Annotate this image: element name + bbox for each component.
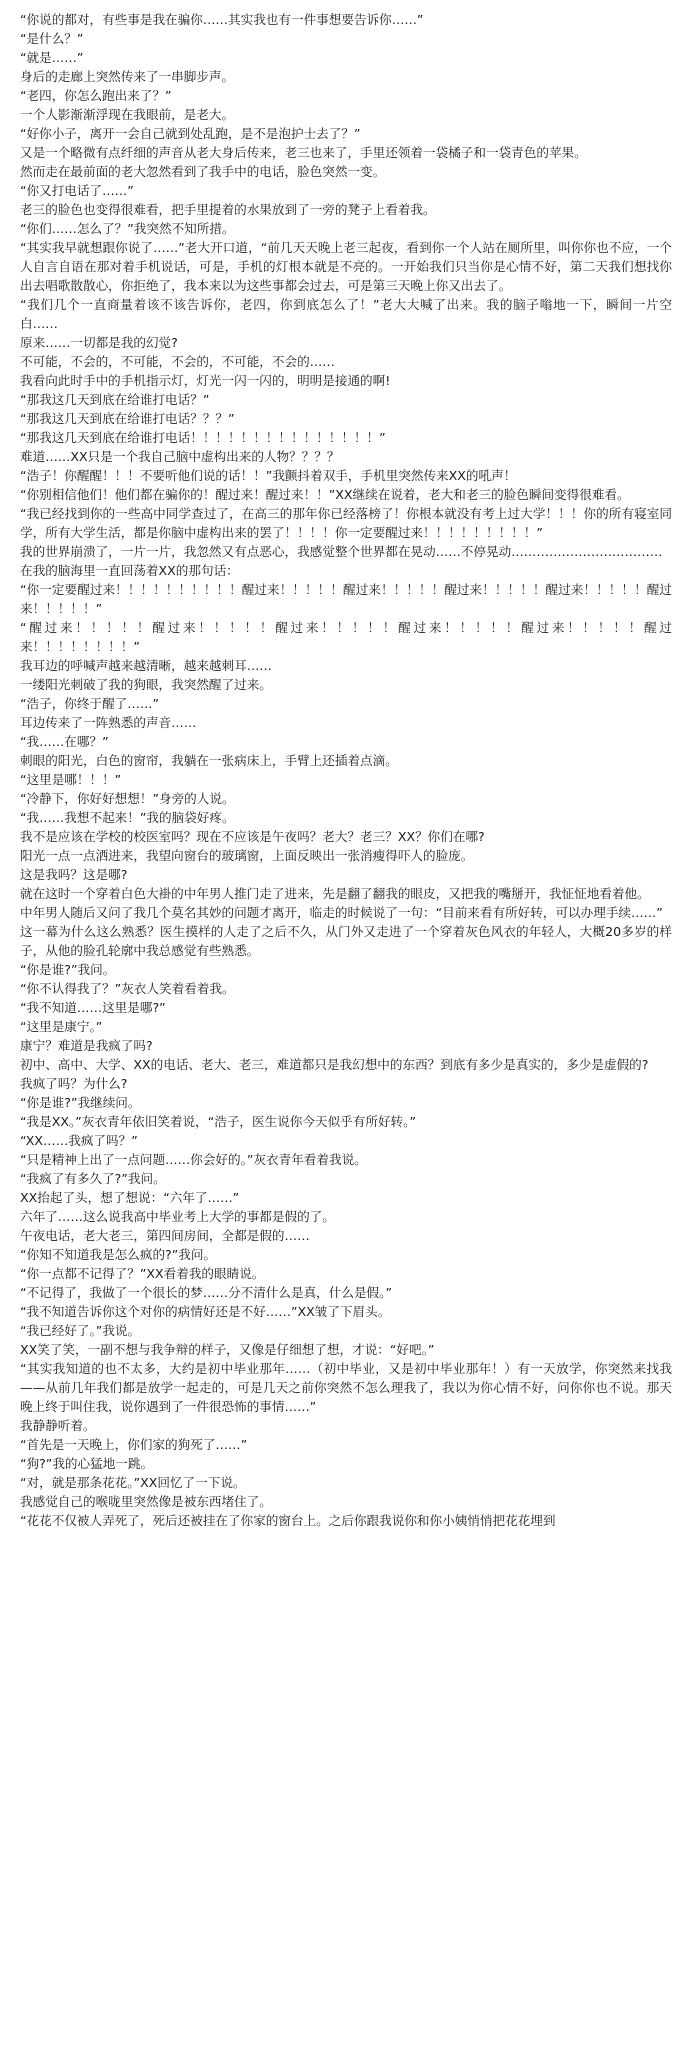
paragraph: XX抬起了头，想了想说：“六年了……” bbox=[20, 1190, 240, 1205]
paragraph: “我……在哪？” bbox=[20, 734, 109, 749]
paragraph: 我的世界崩溃了，一片一片，我忽然又有点恶心，我感觉整个世界都在晃动……不停晃动……………………………… bbox=[20, 544, 663, 559]
paragraph: “你说的都对，有些事是我在骗你……其实我也有一件事想要告诉你……” bbox=[20, 12, 424, 27]
paragraph: “浩子！你醒醒！！！不要听他们说的话！！”我颤抖着双手，手机里突然传来XX的吼声！ bbox=[20, 468, 517, 483]
paragraph: 就在这时一个穿着白色大褂的中年男人推门走了进来，先是翻了翻我的眼皮，又把我的嘴掰开，我怔怔地看着他。 bbox=[20, 886, 650, 901]
paragraph: “是什么？” bbox=[20, 31, 84, 46]
paragraph: “花花不仅被人弄死了，死后还被挂在了你家的窗台上。之后你跟我说你和你小姨悄悄把花花埋到 bbox=[20, 1513, 556, 1528]
paragraph: “你们……怎么了？”我突然不知所措。 bbox=[20, 221, 235, 236]
paragraph: “XX……我疯了吗？” bbox=[20, 1133, 138, 1148]
paragraph: “浩子，你终于醒了……” bbox=[20, 696, 159, 711]
paragraph: 康宁？难道是我疯了吗? bbox=[20, 1038, 153, 1053]
paragraph: 中年男人随后又问了我几个莫名其妙的问题才离开，临走的时候说了一句：“目前来看有所好转，可以办理手续……” bbox=[20, 905, 663, 920]
paragraph: 原来……一切都是我的幻觉? bbox=[20, 335, 178, 350]
paragraph: “其实我早就想跟你说了……”老大开口道，“前几天天晚上老三起夜，看到你一个人站在厕所里，叫你你也不应，一个人自言自语在那对着手机说话，可是，手机的灯根本就是不亮的。一开始我们只当你是心情不好，第二天我们想找你出去唱歌散散心，你拒绝了，我本来以为这些事都会过去，可是第三天晚上你又出去了。 bbox=[20, 240, 672, 293]
paragraph: “狗?”我的心猛地一跳。 bbox=[20, 1456, 154, 1471]
paragraph: “你是谁?”我问。 bbox=[20, 962, 116, 977]
paragraph: 我静静听着。 bbox=[20, 1418, 96, 1433]
paragraph: 难道……XX只是一个我自己脑中虚构出来的人物？？？？ bbox=[20, 449, 340, 464]
paragraph: 午夜电话，老大老三，第四间房间，全都是假的…… bbox=[20, 1228, 310, 1243]
paragraph: 老三的脸色也变得很难看，把手里提着的水果放到了一旁的凳子上看着我。 bbox=[20, 202, 436, 217]
paragraph: 身后的走廊上突然传来了一串脚步声。 bbox=[20, 69, 235, 84]
paragraph: “这里是哪！！！” bbox=[20, 772, 122, 787]
paragraph: “我……我想不起来！”我的脑袋好疼。 bbox=[20, 810, 235, 825]
paragraph: “你知不知道我是怎么疯的?”我问。 bbox=[20, 1247, 217, 1262]
paragraph: “那我这几天到底在给谁打电话！！！！！！！！！！！！！！！” bbox=[20, 430, 386, 445]
paragraph: “不记得了，我做了一个很长的梦……分不清什么是真，什么是假。” bbox=[20, 1285, 392, 1300]
paragraph: “我已经好了。”我说。 bbox=[20, 1323, 141, 1338]
paragraph: 我疯了吗？为什么? bbox=[20, 1076, 128, 1091]
paragraph: “醒过来！！！！！醒过来！！！！！醒过来！！！！！醒过来！！！！！醒过来！！！！！醒过来！！！！！！！！” bbox=[20, 620, 672, 654]
paragraph: “其实我知道的也不太多，大约是初中毕业那年……（初中毕业，又是初中毕业那年！）有一天放学，你突然来找我——从前几年我们都是放学一起走的，可是几天之前你突然不怎么理我了，我以为你心情不好，问你你也不说。那天晚上终于叫住我，说你遇到了一件很恐怖的事情……” bbox=[20, 1361, 672, 1414]
paragraph: “我疯了有多久了?”我问。 bbox=[20, 1171, 166, 1186]
paragraph: 一缕阳光刺破了我的狗眼，我突然醒了过来。 bbox=[20, 677, 272, 692]
paragraph: “你是谁?”我继续问。 bbox=[20, 1095, 141, 1110]
paragraph: 耳边传来了一阵熟悉的声音…… bbox=[20, 715, 197, 730]
paragraph: “我们几个一直商量着该不该告诉你，老四，你到底怎么了！”老大大喊了出来。我的脑子嗡地一下，瞬间一片空白…… bbox=[20, 297, 672, 331]
paragraph: 阳光一点一点洒进来，我望向窗台的玻璃窗，上面反映出一张消瘦得吓人的脸庞。 bbox=[20, 848, 474, 863]
paragraph: “我不知道……这里是哪?” bbox=[20, 1000, 166, 1015]
paragraph: “你一点都不记得了？”XX看着我的眼睛说。 bbox=[20, 1266, 265, 1281]
paragraph: 六年了……这么说我高中毕业考上大学的事都是假的了。 bbox=[20, 1209, 335, 1224]
paragraph: “那我这几天到底在给谁打电话？” bbox=[20, 392, 210, 407]
paragraph: 不可能，不会的，不可能，不会的，不可能，不会的…… bbox=[20, 354, 335, 369]
paragraph: 我感觉自己的喉咙里突然像是被东西堵住了。 bbox=[20, 1494, 272, 1509]
paragraph: 初中、高中、大学、XX的电话、老大、老三，难道都只是我幻想中的东西？到底有多少是真实的，多少是虚假的? bbox=[20, 1057, 649, 1072]
paragraph: “你不认得我了？”灰衣人笑着看着我。 bbox=[20, 981, 235, 996]
paragraph: 这一幕为什么这么熟悉？医生摸样的人走了之后不久，从门外又走进了一个穿着灰色风衣的年轻人，大概20多岁的样子，从他的脸孔轮廓中我总感觉有些熟悉。 bbox=[20, 924, 672, 958]
paragraph: 在我的脑海里一直回荡着XX的那句话： bbox=[20, 563, 239, 578]
paragraph: 我耳边的呼喊声越来越清晰，越来越刺耳…… bbox=[20, 658, 272, 673]
paragraph: “你一定要醒过来！！！！！！！！！！醒过来！！！！！醒过来！！！！！醒过来！！！！！醒过来！！！！！醒过来！！！！！” bbox=[20, 582, 672, 616]
paragraph: 刺眼的阳光，白色的窗帘，我躺在一张病床上，手臂上还插着点滴。 bbox=[20, 753, 398, 768]
paragraph: “对，就是那条花花。”XX回忆了一下说。 bbox=[20, 1475, 246, 1490]
paragraph: 我看向此时手中的手机指示灯，灯光一闪一闪的，明明是接通的啊! bbox=[20, 373, 391, 388]
paragraph: 这是我吗？这是哪? bbox=[20, 867, 128, 882]
paragraph: “我已经找到你的一些高中同学查过了，在高三的那年你已经落榜了！你根本就没有考上过大学！！！你的所有寝室同学，所有大学生活，都是你脑中虚构出来的罢了！！！！你一定要醒过来！！！！！！！！！” bbox=[20, 506, 672, 540]
paragraph: XX笑了笑，一副不想与我争辩的样子，又像是仔细想了想，才说：“好吧。” bbox=[20, 1342, 435, 1357]
paragraph: “好你小子，离开一会自己就到处乱跑，是不是泡护士去了？” bbox=[20, 126, 361, 141]
paragraph: “你别相信他们！他们都在骗你的！醒过来！醒过来！！”XX继续在说着，老大和老三的脸色瞬间变得很难看。 bbox=[20, 487, 630, 502]
paragraph: “我是XX。”灰衣青年依旧笑着说，“浩子，医生说你今天似乎有所好转。” bbox=[20, 1114, 416, 1129]
paragraph: “首先是一天晚上，你们家的狗死了……” bbox=[20, 1437, 248, 1452]
paragraph: “那我这几天到底在给谁打电话？？？” bbox=[20, 411, 235, 426]
paragraph: “我不知道告诉你这个对你的病情好还是不好……”XX皱了下眉头。 bbox=[20, 1304, 391, 1319]
paragraph: 又是一个略微有点纤细的声音从老大身后传来，老三也来了，手里还领着一袋橘子和一袋青色的苹果。 bbox=[20, 145, 587, 160]
paragraph: “冷静下，你好好想想！”身旁的人说。 bbox=[20, 791, 235, 806]
paragraph: “这里是康宁。” bbox=[20, 1019, 103, 1034]
paragraph: “只是精神上出了一点问题……你会好的。”灰衣青年看着我说。 bbox=[20, 1152, 367, 1167]
paragraph: “你又打电话了……” bbox=[20, 183, 134, 198]
paragraph: 一个人影渐渐浮现在我眼前，是老大。 bbox=[20, 107, 235, 122]
paragraph: 我不是应该在学校的校医室吗？现在不应该是午夜吗？老大？老三？XX？你们在哪? bbox=[20, 829, 485, 844]
paragraph: “就是……” bbox=[20, 50, 84, 65]
paragraph: “老四，你怎么跑出来了？” bbox=[20, 88, 172, 103]
paragraph: 然而走在最前面的老大忽然看到了我手中的电话，脸色突然一变。 bbox=[20, 164, 386, 179]
